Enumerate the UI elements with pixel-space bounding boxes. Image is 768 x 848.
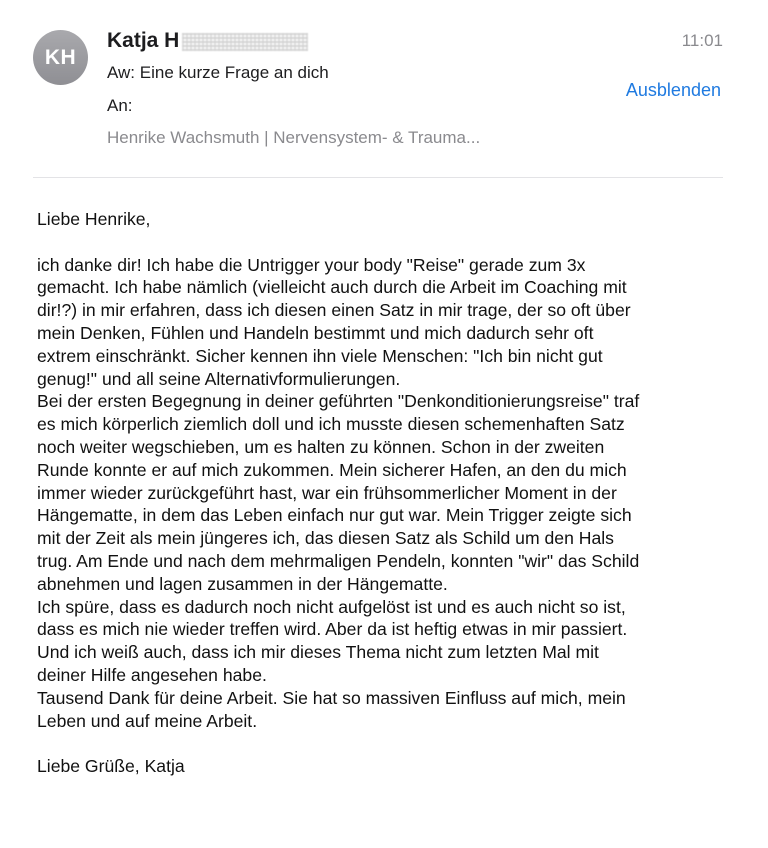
- body-line: deiner Hilfe angesehen habe.: [37, 664, 267, 685]
- avatar-initials: KH: [44, 45, 77, 69]
- body-line: dass es mich nie wieder treffen wird. Aber da ist heftig etwas in mir passiert.: [37, 619, 628, 640]
- paragraph-spacer: [37, 231, 737, 254]
- body-line: noch weiter wegschieben, um es halten zu können. Schon in der zweiten: [37, 436, 605, 457]
- body-line: ich danke dir! Ich habe die Untrigger your body "Reise" gerade zum 3x: [37, 254, 586, 275]
- message-body: [37, 208, 737, 778]
- timestamp: 11:01: [681, 31, 723, 50]
- message-paragraph: [37, 254, 737, 733]
- body-line: gemacht. Ich habe nämlich (vielleicht auch durch die Arbeit im Coaching mit: [37, 277, 627, 298]
- body-line: Leben und auf meine Arbeit.: [37, 710, 258, 731]
- email-subject: Aw: Eine kurze Frage an dich: [107, 63, 329, 82]
- sender[interactable]: [107, 27, 308, 55]
- body-line: extrem einschränkt. Sicher kennen ihn viele Menschen: "Ich bin nicht gut: [37, 345, 603, 366]
- message-header: [0, 0, 768, 180]
- body-line: es mich körperlich ziemlich doll und ich musste diesen schemenhaften Satz: [37, 414, 625, 435]
- closing: Liebe Grüße, Katja: [37, 756, 185, 777]
- body-line: trug. Am Ende und nach dem mehrmaligen Pendeln, konnten "wir" das Schild: [37, 550, 640, 571]
- body-line: abnehmen und lagen zusammen in der Hängematte.: [37, 573, 448, 594]
- body-line: Hängematte, in dem das Leben einfach nur gut war. Mein Trigger zeigte sich: [37, 505, 632, 526]
- body-line: Tausend Dank für deine Arbeit. Sie hat so massiven Einfluss auf mich, mein: [37, 687, 626, 708]
- header-divider: [33, 177, 723, 178]
- recipient[interactable]: Henrike Wachsmuth | Nervensystem- & Trauma...: [107, 128, 481, 147]
- avatar: [33, 30, 88, 85]
- body-line: immer wieder zurückgeführt hast, war ein frühsommerlicher Moment in der: [37, 482, 617, 503]
- body-line: dir!?) in mir erfahren, dass ich diesen einen Satz in mir trage, der so oft über: [37, 300, 631, 321]
- to-label: An:: [107, 96, 133, 115]
- body-line: Und ich weiß auch, dass ich mir dieses Thema nicht zum letzten Mal mit: [37, 642, 599, 663]
- greeting: Liebe Henrike,: [37, 209, 151, 229]
- body-line: Ich spüre, dass es dadurch noch nicht aufgelöst ist und es auch nicht so ist,: [37, 596, 626, 617]
- body-line: genug!" und all seine Alternativformulierungen.: [37, 368, 401, 389]
- paragraph-spacer: [37, 732, 737, 755]
- hide-details-button[interactable]: Ausblenden: [625, 80, 721, 100]
- sender-name[interactable]: Katja H: [107, 29, 180, 52]
- body-line: mein Denken, Fühlen und Handeln bestimmt und mich dadurch sehr oft: [37, 322, 594, 343]
- body-line: Runde konnte er auf mich zukommen. Mein sicherer Hafen, an den du mich: [37, 459, 627, 480]
- redacted-name-blur: [182, 33, 308, 51]
- body-line: mit der Zeit als mein jüngeres ich, das diesen Satz als Schild um den Hals: [37, 528, 614, 549]
- body-line: Bei der ersten Begegnung in deiner geführten "Denkonditionierungsreise" traf: [37, 391, 640, 412]
